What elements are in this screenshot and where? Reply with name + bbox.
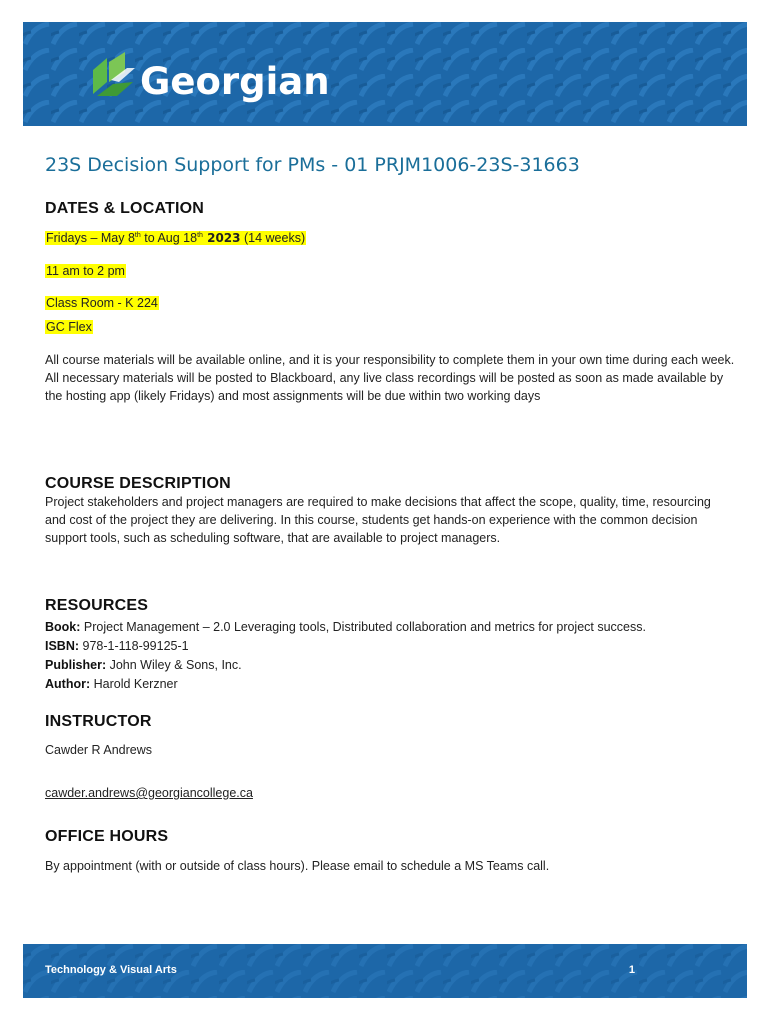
- resource-isbn: [45, 639, 189, 653]
- course-time: 11 am to 2 pm: [46, 264, 125, 278]
- page-number: 1: [628, 964, 635, 976]
- header-banner: [23, 22, 747, 126]
- isbn-label: ISBN:: [45, 639, 80, 653]
- dates-end-ordinal: th: [197, 231, 203, 239]
- logo-mark-icon: [89, 52, 137, 98]
- book-label: Book:: [45, 620, 81, 634]
- office-hours-text: By appointment (with or outside of class hours). Please email to schedule a MS Teams call.: [45, 859, 550, 873]
- course-description-text: Project stakeholders and project managers are required to make decisions that affect the scope, quality, time, resourcing and cost of the project they are delivering. In this course, students get hands-on experience with the common decision support tools, such as scheduling software, that are available to project managers.: [45, 495, 711, 545]
- course-title: 23S Decision Support for PMs - 01 PRJM1006-23S-31663: [45, 154, 580, 176]
- author-label: Author:: [45, 677, 91, 691]
- dates-duration: (14 weeks): [240, 231, 306, 245]
- delivery-mode: GC Flex: [46, 320, 92, 334]
- author-value: Harold Kerzner: [90, 677, 178, 691]
- dates-end: to Aug 18: [140, 231, 198, 245]
- instructor-name: Cawder R Andrews: [45, 743, 152, 757]
- resources-heading: RESOURCES: [45, 597, 149, 614]
- resource-book: [45, 620, 646, 634]
- dates-location-heading: DATES & LOCATION: [45, 200, 205, 217]
- publisher-label: Publisher:: [45, 658, 107, 672]
- georgian-logo: [89, 52, 137, 98]
- class-room: Class Room - K 224: [46, 296, 158, 310]
- dates-start-ordinal: th: [134, 231, 141, 239]
- resource-publisher: [45, 658, 242, 672]
- resource-author: [45, 677, 178, 691]
- course-description-heading: COURSE DESCRIPTION: [45, 475, 231, 492]
- materials-paragraph: All course materials will be available online, and it is your responsibility to complete them in your own time during each week. All necessary materials will be posted to Blackboard, any live class recordings will be posted as soon as made available by the hosting app (likely Fridays) and most assignments will be due within two working days: [45, 353, 735, 403]
- logo-text: Georgian: [140, 60, 330, 103]
- dates-year: 2023: [202, 231, 241, 245]
- isbn-value: 978-1-118-99125-1: [79, 639, 189, 653]
- footer-department: Technology & Visual Arts: [45, 964, 177, 976]
- book-value: Project Management – 2.0 Leveraging tools, Distributed collaboration and metrics for project success.: [80, 620, 646, 634]
- instructor-email-link[interactable]: cawder.andrews@georgiancollege.ca: [45, 786, 253, 800]
- office-hours-heading: OFFICE HOURS: [45, 828, 169, 845]
- footer-banner: [23, 944, 747, 998]
- publisher-value: John Wiley & Sons, Inc.: [106, 658, 242, 672]
- course-dates: [45, 231, 306, 245]
- instructor-heading: INSTRUCTOR: [45, 713, 152, 730]
- dates-start: Fridays – May 8: [46, 231, 135, 245]
